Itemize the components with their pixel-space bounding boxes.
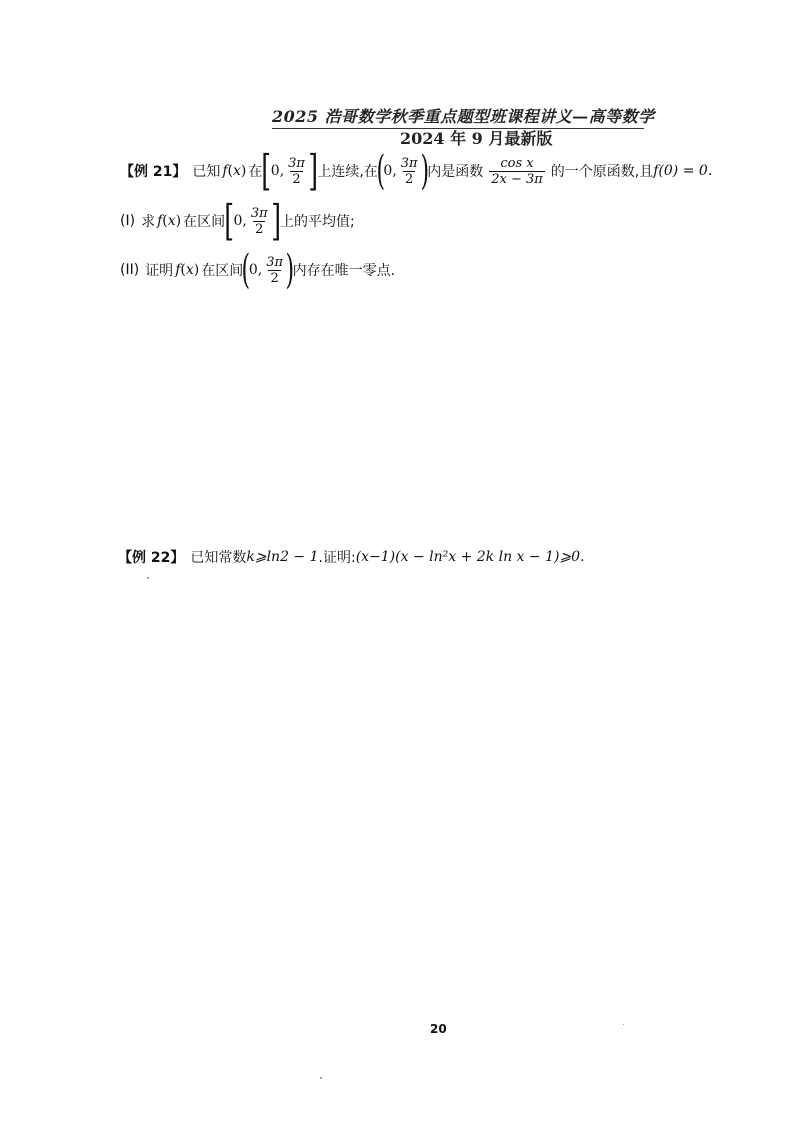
part-2-text-c: 内存在唯一零点.: [292, 263, 396, 279]
text-known: 已知: [192, 164, 221, 180]
text-antiderivative: 的一个原函数,且: [550, 164, 654, 180]
paren-open: (: [180, 262, 186, 278]
function-fraction: [489, 156, 545, 187]
interval-zero: 0,: [270, 163, 285, 179]
period: .: [580, 549, 585, 565]
example-22-text-b: .证明:: [318, 550, 356, 566]
text-inside-is-function: 内是函数: [427, 164, 484, 180]
fraction-denominator: 2: [292, 171, 301, 187]
part-2-text-a: 证明: [145, 263, 174, 279]
scan-speck: [147, 577, 149, 579]
fraction-3pi-over-2: [286, 156, 307, 187]
paren-large-open: (: [241, 247, 251, 293]
paren-close: ): [193, 262, 200, 278]
x-symbol: x: [167, 213, 176, 229]
paren-close: ): [175, 213, 182, 229]
page-number: 20: [430, 1022, 447, 1036]
fraction-3pi-over-2: [249, 206, 270, 237]
example-21-statement: [120, 146, 713, 195]
paren-large-close: ): [285, 247, 295, 293]
function-denominator: 2x − 3π: [491, 171, 543, 187]
fraction-denominator: 2: [270, 270, 279, 286]
function-numerator: cos x: [500, 155, 534, 171]
paren-open: (: [227, 163, 234, 179]
part-1-text-a: 求: [141, 214, 156, 230]
example-21-part-1: [120, 196, 355, 245]
f-symbol: f: [157, 213, 163, 229]
interval-zero: 0,: [248, 262, 263, 278]
header-title: 2025 浩哥数学秋季重点题型班课程讲义—高等数学: [272, 104, 644, 129]
paren-large-close: ): [420, 148, 429, 194]
paren-open: (: [162, 213, 168, 229]
scan-speck: [623, 1024, 624, 1025]
example-22-statement: [118, 547, 585, 567]
bracket-close: ]: [270, 196, 281, 245]
paren-close: ): [240, 163, 247, 179]
interval-zero: 0,: [233, 213, 247, 229]
fraction-numerator: 3π: [288, 155, 305, 171]
fraction-denominator: 2: [405, 171, 414, 187]
text-in: 在: [248, 164, 263, 180]
example-21-tag: 【例 21】: [120, 164, 187, 180]
bracket-close: ]: [308, 146, 319, 195]
header-edition: 2024 年 9 月最新版: [400, 129, 553, 148]
text-continuous: 上连续,在: [317, 164, 378, 180]
bracket-open: [: [224, 196, 235, 245]
paren-large-open: (: [376, 148, 385, 194]
fraction-numerator: 3π: [400, 155, 418, 171]
fraction-numerator: 3π: [266, 254, 284, 270]
part-2-text-b: 在区间: [201, 263, 244, 279]
fraction-3pi-over-2: [264, 255, 285, 286]
x-symbol: x: [185, 262, 194, 278]
part-1-text-b: 在区间: [183, 214, 226, 230]
bracket-open: [: [261, 146, 272, 195]
x-symbol: x: [233, 163, 241, 179]
example-22-text-a: 已知常数: [190, 550, 247, 566]
period: .: [707, 163, 713, 179]
part-2-label: (II): [120, 262, 140, 278]
fraction-numerator: 3π: [250, 205, 268, 221]
example-22-tag: 【例 22】: [118, 550, 185, 566]
part-1-text-c: 上的平均值;: [280, 214, 355, 230]
f-symbol: f: [222, 163, 228, 179]
fraction-3pi-over-2-b: [399, 156, 420, 187]
k-condition: k⩾ln2 − 1: [246, 549, 319, 565]
scan-speck: [320, 1077, 322, 1079]
interval-zero-2: 0,: [383, 163, 397, 179]
part-1-label: (I): [120, 213, 136, 229]
fraction-denominator: 2: [255, 221, 264, 237]
inequality-expression: (x−1)(x − ln²x + 2k ln x − 1)⩾0: [355, 549, 581, 565]
initial-condition: f(0) = 0: [653, 163, 708, 179]
f-symbol: f: [175, 262, 181, 278]
example-21-part-2: [120, 247, 396, 293]
